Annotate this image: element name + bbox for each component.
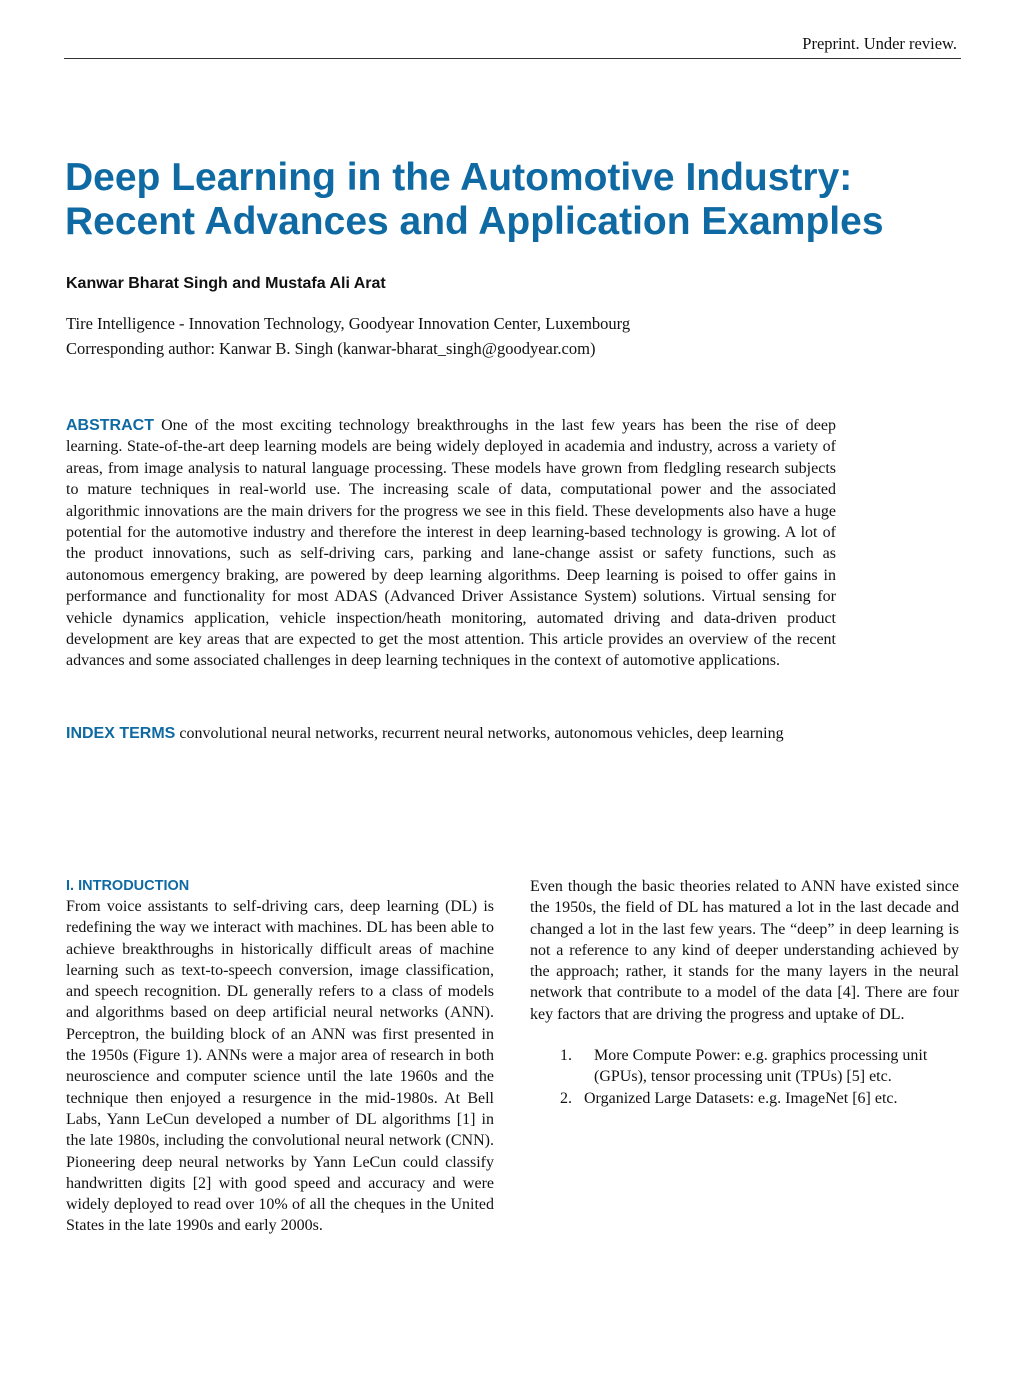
list-item	[530, 1088, 959, 1109]
affiliation-line: Tire Intelligence - Innovation Technology, Goodyear Innovation Center, Luxembourg	[66, 314, 631, 333]
list-item-number: 2.	[560, 1089, 572, 1107]
paper-title	[65, 156, 965, 244]
section-heading-introduction: I. INTRODUCTION	[66, 878, 190, 894]
index-terms	[66, 723, 836, 744]
title-line-1: Deep Learning in the Automotive Industry:	[65, 156, 853, 199]
body-paragraph: Even though the basic theories related to ANN have existed since the 1950s, the field of DL has matured a lot in the last decade and changed a lot in the last few years. The “deep” in deep learning is not a reference to any kind of deeper understanding achieved by the approach; rather, it stands for the many layers in the neural network that contribute to a model of the data [4]. There are four key factors that are driving the progress and uptake of DL.	[530, 878, 959, 1023]
abstract-label: ABSTRACT	[66, 417, 154, 434]
right-column	[530, 876, 959, 1109]
index-terms-label: INDEX TERMS	[66, 725, 176, 742]
corresponding-author-line: Corresponding author: Kanwar B. Singh (kanwar-bharat_singh@goodyear.com)	[66, 339, 596, 358]
left-column	[66, 876, 494, 1237]
affiliation-block	[66, 311, 630, 361]
title-line-2: Recent Advances and Application Examples	[65, 200, 884, 243]
list-item-text: Organized Large Datasets: e.g. ImageNet [6] etc.	[584, 1089, 898, 1107]
list-item-text: More Compute Power: e.g. graphics processing unit (GPUs), tensor processing unit (TPUs) [5] etc.	[594, 1047, 928, 1086]
abstract-text: One of the most exciting technology breakthroughs in the last few years has been the rise of deep learning. State-of-the-art deep learning models are being widely deployed in academia and industry, across a variety of areas, from image analysis to natural language processing. These models have grown from fledgling research subjects to mature techniques in real-world use. The increasing scale of data, computational power and the associated algorithmic innovations are the main drivers for the progress we see in this field. These developments also have a huge potential for the automotive industry and therefore the interest in deep learning-based technology is growing. A lot of the product innovations, such as self-driving cars, parking and lane-change assist or safety functions, such as autonomous emergency braking, are powered by deep learning algorithms. Deep learning is poised to offer gains in performance and functionality for most ADAS (Advanced Driver Assistance System) solutions. Virtual sensing for vehicle dynamics application, vehicle inspection/heath monitoring, automated driving and data-driven product development are key areas that are expected to get the most attention. This article provides an overview of the recent advances and some associated challenges in deep learning techniques in the context of automotive applications.	[66, 417, 837, 670]
introduction-paragraph: From voice assistants to self-driving cars, deep learning (DL) is redefining the way we interact with machines. DL has been able to achieve breakthroughs in historically difficult areas of machine learning such as text-to-speech conversion, image classification, and speech recognition. DL generally refers to a class of models and algorithms based on deep artificial neural networks (ANN). Perceptron, the building block of an ANN was first presented in the 1950s (Figure 1). ANNs were a major area of research in both neuroscience and computer science until the late 1960s and the technique then enjoyed a resurgence in the mid-1980s. At Bell Labs, Yann LeCun developed a number of DL algorithms [1] in the late 1980s, including the convolutional neural network (CNN). Pioneering deep neural networks by Yann LeCun could classify handwritten digits [2] with good speed and accuracy and were widely deployed to read over 10% of all the cheques in the United States in the late 1990s and early 2000s.	[66, 898, 494, 1235]
list-item	[530, 1045, 959, 1088]
author-list: Kanwar Bharat Singh and Mustafa Ali Arat	[66, 275, 386, 292]
list-item-number: 1.	[560, 1047, 572, 1065]
index-terms-text: convolutional neural networks, recurrent neural networks, autonomous vehicles, deep learning	[179, 725, 784, 742]
running-header	[64, 32, 961, 59]
preprint-notice: Preprint. Under review.	[802, 34, 957, 53]
key-factors-list	[530, 1045, 959, 1109]
abstract	[66, 415, 836, 672]
